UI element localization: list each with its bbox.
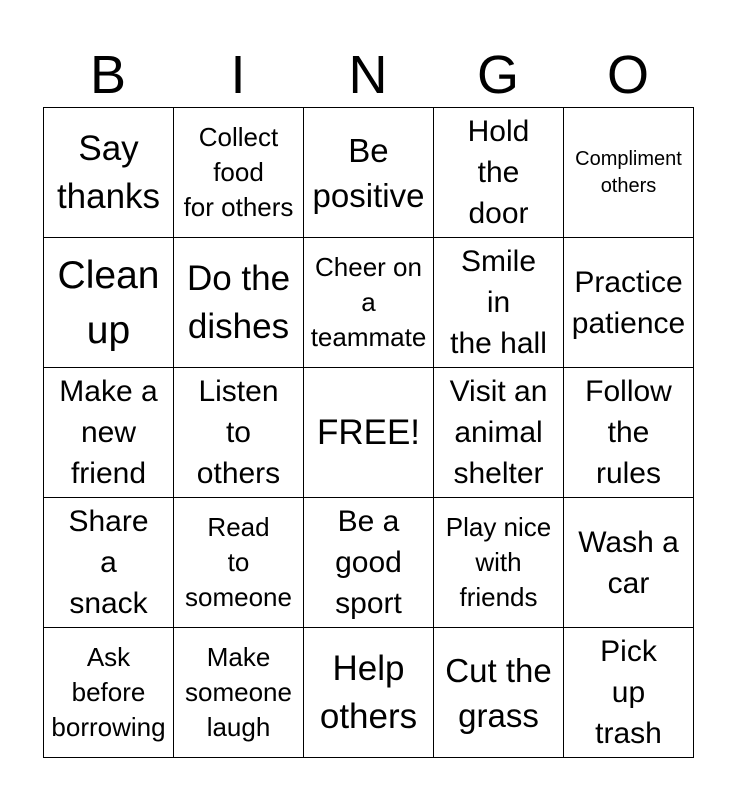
free-space-label: FREE! bbox=[316, 412, 421, 452]
cell-label: Say thanks bbox=[56, 128, 161, 216]
cell-label: Make a new friend bbox=[59, 375, 158, 490]
bingo-cell[interactable] bbox=[564, 368, 694, 498]
cell-label: Compliment others bbox=[575, 147, 682, 197]
cell-label: Make someone laugh bbox=[185, 642, 292, 742]
bingo-cell[interactable] bbox=[304, 628, 434, 758]
header-letter-n: N bbox=[348, 45, 388, 105]
cell-label: Be positive bbox=[312, 131, 425, 214]
header-letter-g: G bbox=[476, 45, 519, 105]
cell-label: Follow the rules bbox=[585, 375, 672, 490]
bingo-header bbox=[43, 44, 693, 106]
cell-label: Listen to others bbox=[196, 375, 281, 490]
bingo-cell[interactable] bbox=[564, 108, 694, 238]
bingo-cell[interactable] bbox=[434, 368, 564, 498]
bingo-cell[interactable] bbox=[44, 368, 174, 498]
bingo-cell[interactable] bbox=[174, 238, 304, 368]
cell-label: Wash a car bbox=[578, 525, 679, 600]
bingo-cell[interactable] bbox=[174, 108, 304, 238]
cell-label: Be a good sport bbox=[335, 505, 402, 620]
bingo-cell[interactable] bbox=[434, 498, 564, 628]
bingo-cell[interactable] bbox=[434, 238, 564, 368]
cell-label: Clean up bbox=[57, 253, 160, 352]
header-letter-i: I bbox=[230, 45, 246, 105]
cell-label: Read to someone bbox=[185, 512, 292, 612]
bingo-board bbox=[43, 107, 694, 758]
cell-label: Visit an animal shelter bbox=[449, 375, 548, 490]
bingo-cell[interactable] bbox=[174, 628, 304, 758]
cell-label: Do the dishes bbox=[186, 258, 291, 346]
cell-label: Smile in the hall bbox=[450, 245, 547, 360]
bingo-cell[interactable] bbox=[44, 628, 174, 758]
cell-label: Play nice with friends bbox=[445, 512, 552, 612]
bingo-cell[interactable] bbox=[564, 498, 694, 628]
bingo-cell[interactable] bbox=[434, 108, 564, 238]
bingo-cell[interactable] bbox=[564, 628, 694, 758]
cell-label: Ask before borrowing bbox=[51, 642, 166, 742]
cell-label: Help others bbox=[319, 648, 418, 736]
cell-label: Share a snack bbox=[68, 505, 149, 620]
bingo-cell[interactable] bbox=[304, 238, 434, 368]
cell-label: Cut the grass bbox=[445, 651, 552, 734]
cell-label: Cheer on a teammate bbox=[310, 252, 427, 352]
free-space[interactable] bbox=[304, 368, 434, 498]
cell-label: Collect food for others bbox=[183, 122, 294, 222]
bingo-cell[interactable] bbox=[44, 238, 174, 368]
bingo-cell[interactable] bbox=[304, 108, 434, 238]
cell-label: Hold the door bbox=[467, 115, 530, 230]
bingo-cell[interactable] bbox=[304, 498, 434, 628]
bingo-cell[interactable] bbox=[44, 498, 174, 628]
header-letter-b: B bbox=[89, 45, 127, 105]
bingo-cell[interactable] bbox=[174, 368, 304, 498]
bingo-cell[interactable] bbox=[44, 108, 174, 238]
cell-label: Pick up trash bbox=[595, 635, 662, 750]
header-letter-o: O bbox=[606, 45, 649, 105]
bingo-cell[interactable] bbox=[564, 238, 694, 368]
bingo-cell[interactable] bbox=[434, 628, 564, 758]
bingo-cell[interactable] bbox=[174, 498, 304, 628]
cell-label: Practice patience bbox=[571, 265, 686, 340]
